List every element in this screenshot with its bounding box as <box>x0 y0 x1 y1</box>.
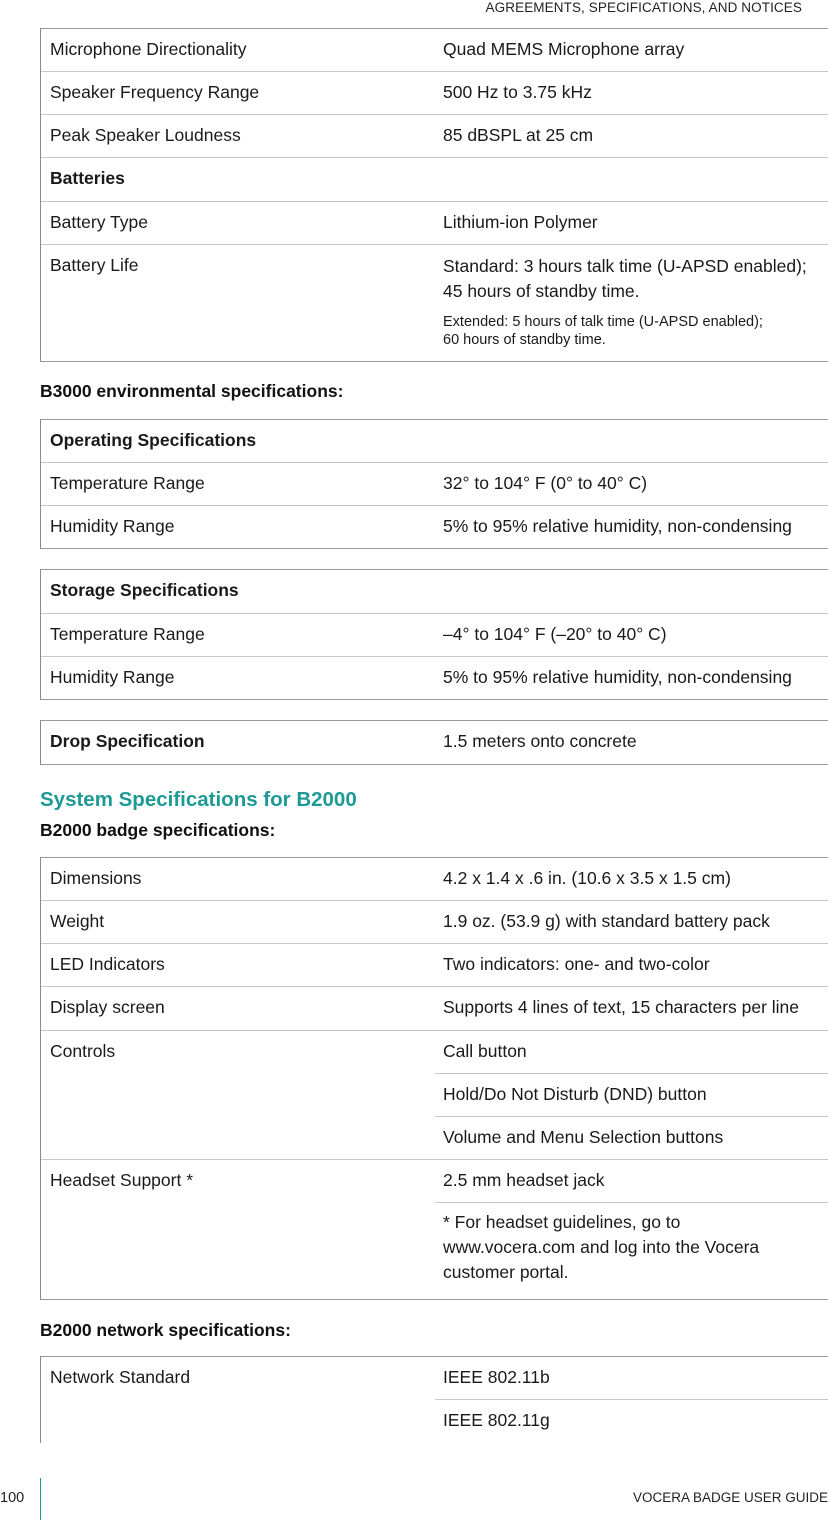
page-number: 100 <box>0 1490 25 1506</box>
spec-value <box>435 245 828 362</box>
table-row <box>41 1357 828 1400</box>
spec-label: LED Indicators <box>50 954 165 974</box>
table-row <box>41 944 828 987</box>
table-title: Storage Specifications <box>50 580 239 600</box>
spec-label: Battery Life <box>50 255 139 275</box>
spec-label: Drop Specification <box>50 731 205 751</box>
b2000-network-table <box>40 1356 828 1443</box>
table-row <box>41 570 828 614</box>
table-row <box>41 29 828 72</box>
spec-label: Temperature Range <box>50 473 205 493</box>
spec-value: Supports 4 lines of text, 15 characters per line <box>443 997 800 1017</box>
table-row <box>41 202 828 245</box>
table-row <box>41 506 828 549</box>
table-row <box>41 858 828 901</box>
table-row <box>41 987 828 1031</box>
spec-value: Hold/Do Not Disturb (DND) button <box>443 1084 707 1104</box>
spec-label: Headset Support * <box>50 1170 194 1190</box>
spec-label: Microphone Directionality <box>50 39 247 59</box>
spec-label: Humidity Range <box>50 667 175 687</box>
table-row <box>41 1203 828 1300</box>
table-row <box>41 115 828 158</box>
batteries-heading: Batteries <box>50 168 125 188</box>
spec-label: Display screen <box>50 997 165 1017</box>
section-title: System Specifications for B2000 <box>40 788 357 811</box>
operating-specs-table <box>40 419 828 549</box>
battery-life-standard: Standard: 3 hours talk time (U-APSD enabled); 45 hours of standby time. <box>443 256 807 301</box>
spec-label: Network Standard <box>50 1367 191 1387</box>
table-row <box>41 614 828 657</box>
table-title: Operating Specifications <box>50 430 257 450</box>
spec-value: IEEE 802.11g <box>443 1410 550 1430</box>
table-row <box>41 245 828 362</box>
spec-value: 5% to 95% relative humidity, non-condensing <box>443 516 792 536</box>
table-row <box>41 1400 828 1443</box>
table-row <box>41 1031 828 1074</box>
b3000-env-heading: B3000 environmental specifications: <box>40 381 344 401</box>
table-row <box>41 721 828 765</box>
table-row <box>41 158 828 202</box>
spec-value: Quad MEMS Microphone array <box>443 39 685 59</box>
spec-value: 4.2 x 1.4 x .6 in. (10.6 x 3.5 x 1.5 cm) <box>443 868 731 888</box>
table-row <box>41 420 828 463</box>
spec-value: 500 Hz to 3.75 kHz <box>443 82 592 102</box>
spec-value: Lithium-ion Polymer <box>443 212 598 232</box>
storage-specs-table <box>40 569 828 700</box>
audio-battery-table <box>40 28 828 362</box>
spec-label: Battery Type <box>50 212 148 232</box>
spec-value: 1.9 oz. (53.9 g) with standard battery pack <box>443 911 770 931</box>
footer-rule <box>40 1478 41 1520</box>
spec-label: Peak Speaker Loudness <box>50 125 241 145</box>
spec-value: 85 dBSPL at 25 cm <box>443 125 594 145</box>
drop-spec-table <box>40 720 828 765</box>
battery-life-extended: Extended: 5 hours of talk time (U-APSD enabled); 60 hours of standby time. <box>443 314 763 348</box>
table-row <box>41 657 828 700</box>
spec-value: Volume and Menu Selection buttons <box>443 1127 724 1147</box>
running-head: AGREEMENTS, SPECIFICATIONS, AND NOTICES <box>485 0 802 15</box>
spec-label: Dimensions <box>50 868 142 888</box>
spec-value: Call button <box>443 1041 527 1061</box>
spec-label: Speaker Frequency Range <box>50 82 260 102</box>
spec-value: Two indicators: one- and two-color <box>443 954 710 974</box>
footer-title: VOCERA BADGE USER GUIDE <box>632 1490 828 1505</box>
spec-label: Weight <box>50 911 105 931</box>
table-row <box>41 901 828 944</box>
spec-value: 1.5 meters onto concrete <box>443 731 637 751</box>
headset-note: * For headset guidelines, go to www.vocera.com and log into the Vocera customer portal. <box>443 1212 760 1282</box>
table-row <box>41 463 828 506</box>
spec-value: –4° to 104° F (–20° to 40° C) <box>443 624 667 644</box>
spec-label: Controls <box>50 1041 116 1061</box>
b2000-badge-table <box>40 857 828 1300</box>
table-row <box>41 1160 828 1203</box>
table-row <box>41 72 828 115</box>
spec-value: IEEE 802.11b <box>443 1367 550 1387</box>
spec-label: Temperature Range <box>50 624 205 644</box>
table-row <box>41 1074 828 1117</box>
b2000-badge-heading: B2000 badge specifications: <box>40 820 276 840</box>
b2000-network-heading: B2000 network specifications: <box>40 1320 291 1340</box>
spec-value: 32° to 104° F (0° to 40° C) <box>443 473 648 493</box>
spec-value: 5% to 95% relative humidity, non-condensing <box>443 667 792 687</box>
table-row <box>41 1117 828 1160</box>
spec-label: Humidity Range <box>50 516 175 536</box>
spec-value: 2.5 mm headset jack <box>443 1170 605 1190</box>
